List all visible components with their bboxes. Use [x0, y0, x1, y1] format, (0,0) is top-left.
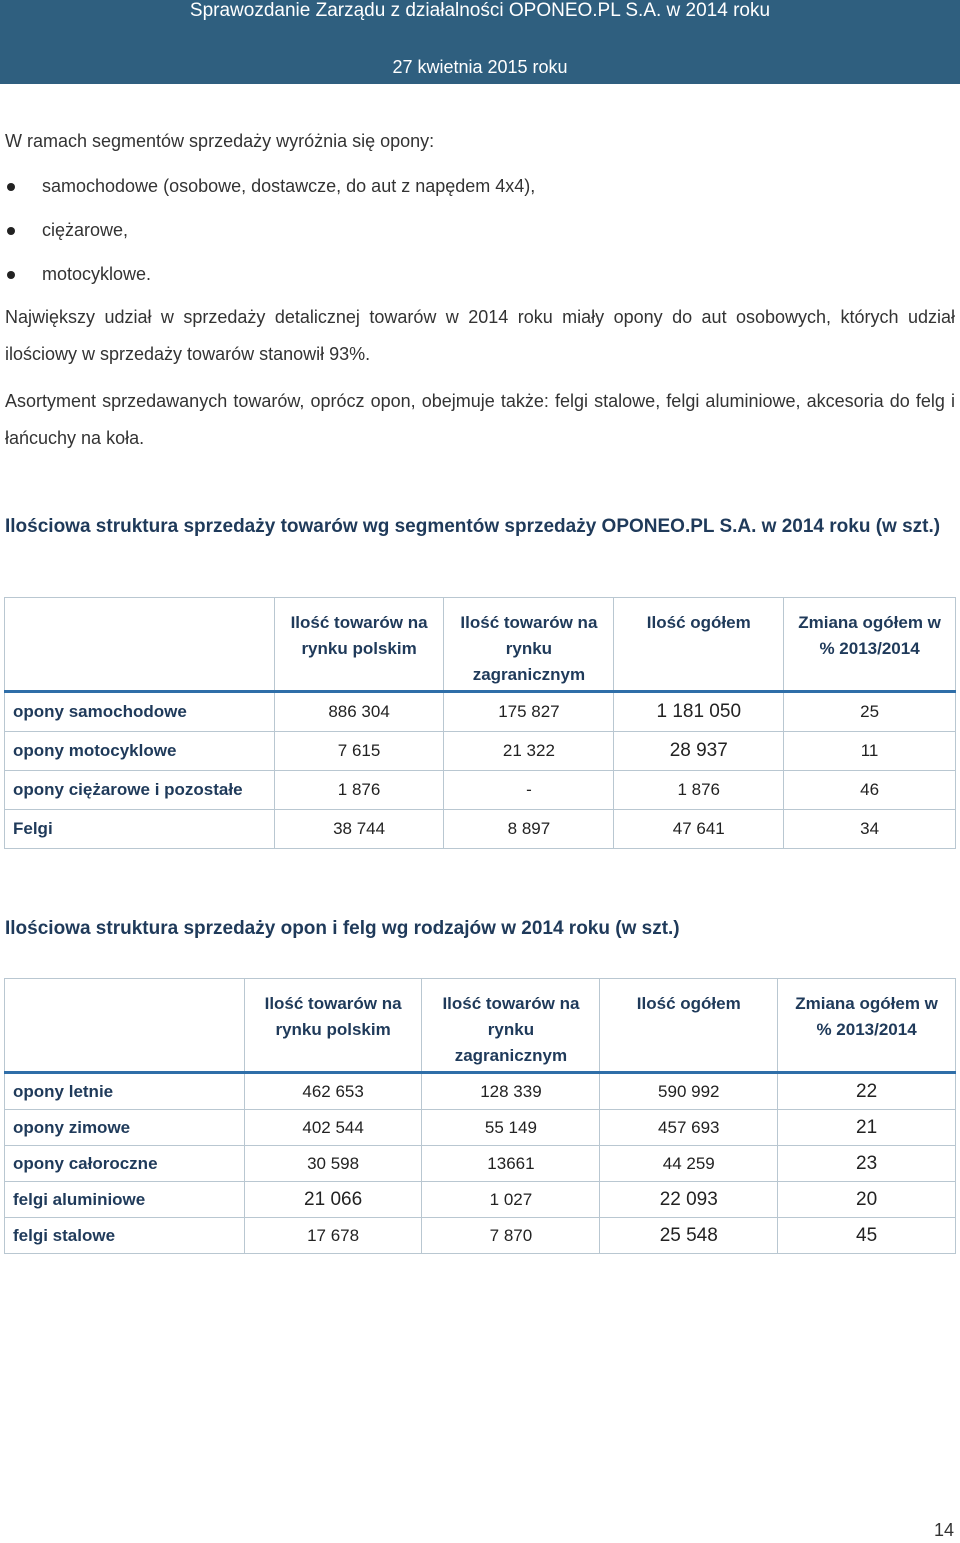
paragraph-assortment: Asortyment sprzedawanych towarów, oprócz opon, obejmuje także: felgi stalowe, felgi aluminiowe, akcesoria do felg i łańcuchy na koła. — [5, 391, 955, 448]
report-title: Sprawozdanie Zarządu z działalności OPONEO.PL S.A. w 2014 roku — [189, 0, 771, 21]
cell-value: 462 653 — [244, 1073, 422, 1110]
row-label: opony zimowe — [5, 1110, 245, 1146]
cell-value: 1 876 — [614, 771, 784, 810]
cell-value: 25 548 — [600, 1218, 778, 1254]
segments-table — [4, 597, 956, 849]
header-cell — [5, 979, 245, 1073]
cell-value: - — [444, 771, 614, 810]
cell-value: 1 027 — [422, 1182, 600, 1218]
table-row — [5, 810, 956, 849]
row-label: opony samochodowe — [5, 692, 275, 732]
table-row — [5, 1182, 956, 1218]
table-row — [5, 771, 956, 810]
cell-value: 34 — [784, 810, 956, 849]
cell-value: 25 — [784, 692, 956, 732]
list-item: samochodowe (osobowe, dostawcze, do aut z napędem 4x4), — [0, 175, 535, 219]
cell-value: 402 544 — [244, 1110, 422, 1146]
report-date: 27 kwietnia 2015 roku — [392, 57, 568, 77]
table-row — [5, 1146, 956, 1182]
cell-value: 22 093 — [600, 1182, 778, 1218]
cell-value: 30 598 — [244, 1146, 422, 1182]
header-cell: Ilość towarów na rynku zagranicznym — [444, 598, 614, 692]
row-label: opony letnie — [5, 1073, 245, 1110]
header-cell: Zmiana ogółem w % 2013/2014 — [778, 979, 956, 1073]
cell-value: 175 827 — [444, 692, 614, 732]
cell-value: 21 322 — [444, 732, 614, 771]
cell-value: 886 304 — [274, 692, 444, 732]
cell-value: 17 678 — [244, 1218, 422, 1254]
cell-value: 47 641 — [614, 810, 784, 849]
row-label: opony ciężarowe i pozostałe — [5, 771, 275, 810]
header-bar — [0, 0, 960, 84]
cell-value: 21 066 — [244, 1182, 422, 1218]
row-label: Felgi — [5, 810, 275, 849]
paragraph-largest-share: Największy udział w sprzedaży detalicznej towarów w 2014 roku miały opony do aut osobowych, których udział ilościowy w sprzedaży towarów stanowił 93%. — [5, 307, 955, 364]
row-label: felgi stalowe — [5, 1218, 245, 1254]
cell-value: 457 693 — [600, 1110, 778, 1146]
intro-text: W ramach segmentów sprzedaży wyróżnia się opony: — [5, 131, 435, 151]
table1-title: Ilościowa struktura sprzedaży towarów wg segmentów sprzedaży OPONEO.PL S.A. w 2014 roku (w szt.) — [5, 516, 941, 537]
table2-title: Ilościowa struktura sprzedaży opon i felg wg rodzajów w 2014 roku (w szt.) — [5, 918, 680, 939]
table-row — [5, 1073, 956, 1110]
cell-value: 55 149 — [422, 1110, 600, 1146]
row-label: opony całoroczne — [5, 1146, 245, 1182]
bullet-icon — [7, 183, 15, 191]
header-cell: Ilość ogółem — [600, 979, 778, 1073]
cell-value: 7 615 — [274, 732, 444, 771]
table-row — [5, 692, 956, 732]
cell-value: 11 — [784, 732, 956, 771]
cell-value: 44 259 — [600, 1146, 778, 1182]
cell-value: 21 — [778, 1110, 956, 1146]
cell-value: 1 876 — [274, 771, 444, 810]
cell-value: 28 937 — [614, 732, 784, 771]
cell-value: 1 181 050 — [614, 692, 784, 732]
cell-value: 13661 — [422, 1146, 600, 1182]
table-row — [5, 1218, 956, 1254]
cell-value: 22 — [778, 1073, 956, 1110]
list-item: motocyklowe. — [0, 263, 535, 307]
row-label: opony motocyklowe — [5, 732, 275, 771]
cell-value: 8 897 — [444, 810, 614, 849]
cell-value: 23 — [778, 1146, 956, 1182]
header-cell: Ilość towarów na rynku polskim — [274, 598, 444, 692]
cell-value: 20 — [778, 1182, 956, 1218]
table-row — [5, 732, 956, 771]
bullet-icon — [7, 271, 15, 279]
cell-value: 46 — [784, 771, 956, 810]
table-row — [5, 1110, 956, 1146]
cell-value: 7 870 — [422, 1218, 600, 1254]
page-number: 14 — [933, 1520, 954, 1540]
header-cell: Ilość towarów na rynku polskim — [244, 979, 422, 1073]
header-cell: Zmiana ogółem w % 2013/2014 — [784, 598, 956, 692]
cell-value: 128 339 — [422, 1073, 600, 1110]
list-item: ciężarowe, — [0, 219, 535, 263]
header-cell: Ilość towarów na rynku zagranicznym — [422, 979, 600, 1073]
header-cell: Ilość ogółem — [614, 598, 784, 692]
bullet-icon — [7, 227, 15, 235]
cell-value: 38 744 — [274, 810, 444, 849]
cell-value: 590 992 — [600, 1073, 778, 1110]
cell-value: 45 — [778, 1218, 956, 1254]
segment-list — [0, 175, 535, 307]
row-label: felgi aluminiowe — [5, 1182, 245, 1218]
header-cell — [5, 598, 275, 692]
types-table — [4, 978, 956, 1254]
